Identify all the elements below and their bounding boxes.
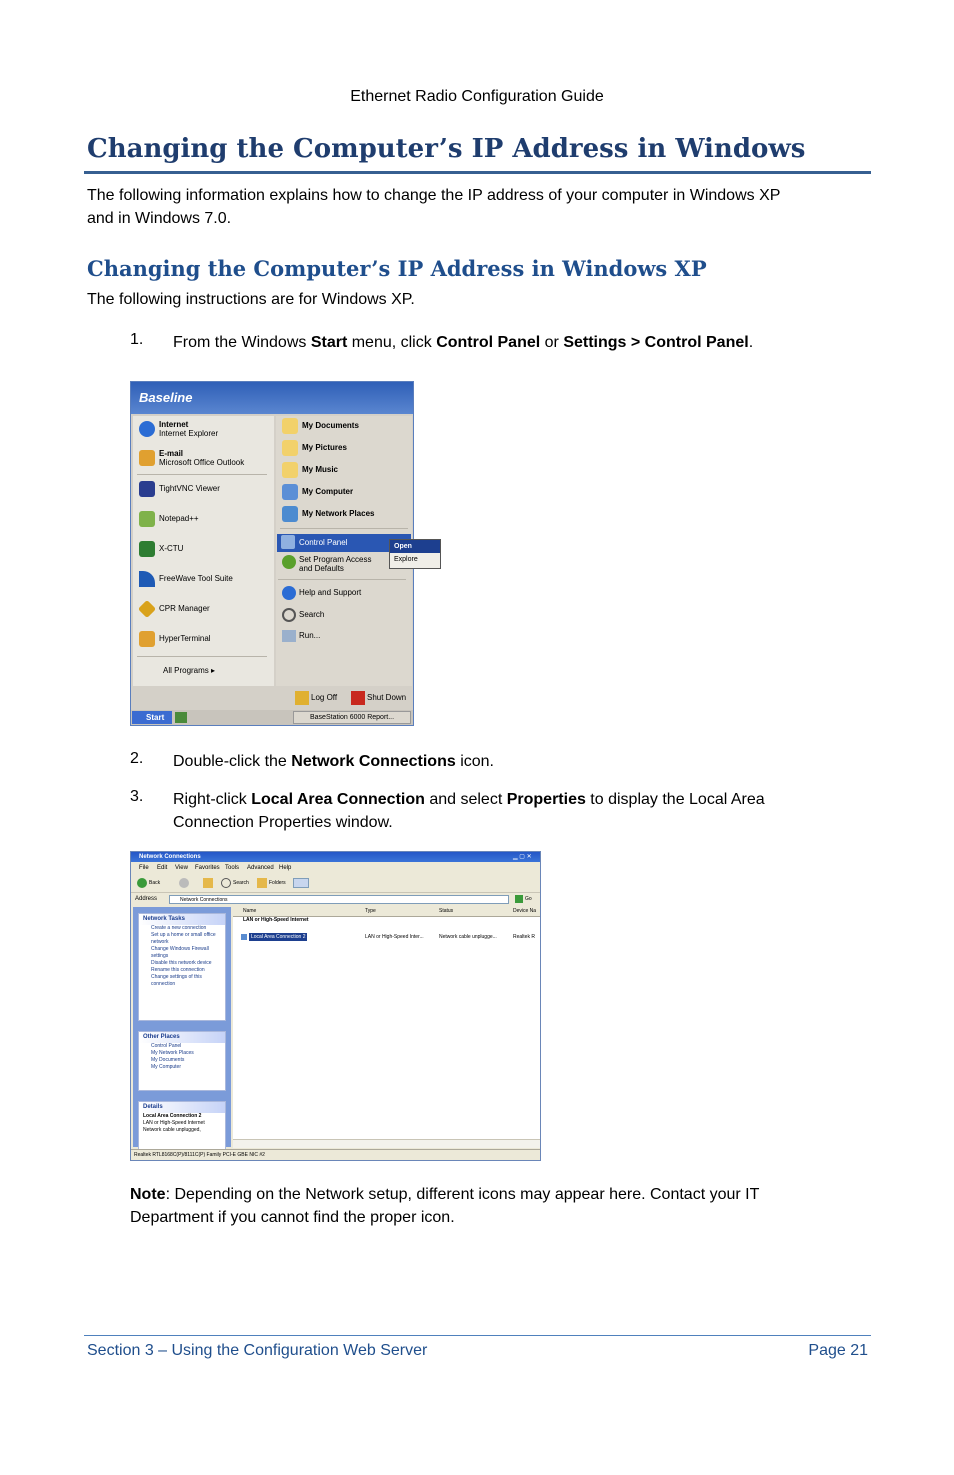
network-tasks-panel	[138, 913, 226, 1021]
start-menu-screenshot	[130, 381, 418, 726]
place-link[interactable]: My Computer	[151, 1064, 182, 1070]
folder-icon	[282, 418, 298, 434]
footer-rule	[84, 1335, 871, 1336]
freewave-icon	[139, 571, 155, 587]
horizontal-scrollbar[interactable]	[233, 1139, 540, 1148]
outlook-icon	[139, 450, 155, 466]
start-menu-item[interactable]: Help and Support	[282, 586, 361, 600]
details-panel	[138, 1101, 226, 1151]
back-label: Back	[149, 880, 161, 886]
row-device: Realtek R	[513, 934, 535, 940]
column-headers	[233, 907, 540, 917]
note-label: Note	[130, 1186, 166, 1203]
window-controls[interactable]: ▁ ▢ ✕	[513, 854, 532, 860]
other-places-panel	[138, 1031, 226, 1091]
context-menu	[389, 539, 441, 569]
start-menu-item[interactable]: FreeWave Tool Suite	[139, 571, 233, 587]
details-title[interactable]: Details	[139, 1102, 225, 1113]
place-link[interactable]: Control Panel	[151, 1043, 182, 1049]
start-button[interactable]: Start	[132, 711, 172, 724]
section-intro-line: and in Windows 7.0.	[87, 210, 232, 227]
start-menu-item[interactable]: My Computer	[282, 484, 353, 500]
xctu-icon	[139, 541, 155, 557]
notepad-icon	[139, 511, 155, 527]
start-menu-item[interactable]: TightVNC Viewer	[139, 481, 220, 497]
column-device[interactable]: Device Na	[513, 908, 537, 914]
start-menu-item[interactable]: My Documents	[282, 418, 359, 434]
program-access-icon	[282, 555, 296, 569]
connections-list	[233, 907, 540, 1147]
start-menu-item[interactable]: Set Program Access and Defaults	[282, 555, 412, 573]
footer-section: Section 3 – Using the Configuration Web Server	[87, 1342, 428, 1359]
menu-edit[interactable]: Edit	[157, 865, 168, 871]
arrow-right-icon: ▸	[211, 666, 216, 675]
footer-page-number: Page 21	[808, 1342, 868, 1359]
cpr-icon	[138, 600, 156, 618]
address-label: Address	[135, 896, 158, 902]
start-menu-item[interactable]: My Network Places	[282, 506, 374, 522]
menu-favorites[interactable]: Favorites	[195, 865, 220, 871]
start-menu-item[interactable]: E-mail Microsoft Office Outlook	[139, 449, 244, 467]
note: Note: Depending on the Network setup, different icons may appear here. Contact your IT Department if you cannot find the proper icon.	[130, 1186, 760, 1226]
place-link[interactable]: My Network Places	[151, 1050, 194, 1056]
menu-bar	[131, 863, 540, 874]
start-menu-item[interactable]: HyperTerminal	[139, 631, 211, 647]
start-menu-item[interactable]: Run...	[282, 630, 320, 642]
step-number: 3.	[130, 788, 144, 805]
step-text: Right-click Local Area Connection and select Properties to display the Local Area Connection Properties window.	[173, 791, 765, 831]
section-title-rule	[84, 171, 871, 174]
folders-label: Folders	[269, 880, 286, 886]
task-link[interactable]: Set up a home or small office network	[151, 932, 216, 945]
window-title: Network Connections	[131, 852, 540, 862]
all-programs-button[interactable]: All Programs ▸	[163, 666, 216, 675]
other-places-title[interactable]: Other Places	[139, 1032, 225, 1043]
details-line: LAN or High-Speed Internet	[143, 1120, 205, 1126]
step-number: 2.	[130, 750, 144, 767]
forward-icon[interactable]	[179, 878, 189, 888]
task-link[interactable]: Disable this network device	[151, 960, 212, 966]
step-text: Double-click the Network Connections icon.	[173, 753, 494, 770]
table-row[interactable]	[237, 933, 537, 941]
network-connections-screenshot	[130, 851, 541, 1161]
row-status: Network cable unplugge...	[439, 934, 497, 940]
section-intro	[87, 184, 780, 230]
step-text: From the Windows Start menu, click Control Panel or Settings > Control Panel.	[173, 334, 754, 351]
network-icon	[282, 506, 298, 522]
start-menu-item[interactable]: Notepad++	[139, 511, 199, 527]
section-intro-line: The following information explains how to change the IP address of your computer in Windows XP	[87, 187, 781, 204]
search-icon[interactable]	[221, 878, 231, 888]
task-link[interactable]: Create a new connection	[151, 925, 207, 931]
vnc-icon	[139, 481, 155, 497]
row-type: LAN or High-Speed Inter...	[365, 934, 424, 940]
details-line: Network cable unplugged,	[143, 1127, 201, 1133]
context-menu-open[interactable]: Open	[390, 540, 440, 553]
quick-launch-icon[interactable]	[175, 712, 187, 723]
start-menu-header	[131, 382, 413, 414]
key-icon	[295, 691, 309, 705]
step-number: 1.	[130, 331, 144, 348]
start-menu-item[interactable]: My Music	[282, 462, 338, 478]
folder-icon	[282, 462, 298, 478]
power-icon	[351, 691, 365, 705]
column-name[interactable]: Name	[243, 908, 257, 914]
views-icon[interactable]	[293, 878, 309, 888]
column-status[interactable]: Status	[439, 908, 454, 914]
start-menu-item[interactable]: Internet Internet Explorer	[139, 420, 218, 438]
help-icon	[282, 586, 296, 600]
status-bar: Realtek RTL8168C(P)/8111C(P) Family PCI-E GBE NIC #2	[131, 1149, 540, 1160]
toolbar	[131, 875, 540, 893]
log-off-button[interactable]: Log Off	[295, 691, 337, 705]
shut-down-button[interactable]: Shut Down	[351, 691, 406, 705]
group-header: LAN or High-Speed Internet	[243, 917, 309, 923]
task-link[interactable]: Rename this connection	[151, 967, 205, 973]
menu-file[interactable]: File	[139, 865, 149, 871]
search-label: Search	[233, 880, 249, 886]
menu-advanced[interactable]: Advanced	[247, 865, 274, 871]
menu-view[interactable]: View	[175, 865, 188, 871]
network-connection-icon	[241, 934, 247, 940]
control-panel-item[interactable]: Control Panel	[277, 534, 411, 552]
start-menu-item[interactable]: X-CTU	[139, 541, 183, 557]
place-link[interactable]: My Documents	[151, 1057, 185, 1063]
context-menu-explore[interactable]: Explore	[394, 556, 418, 563]
start-menu-bottom-bar	[131, 686, 413, 710]
folder-icon	[282, 440, 298, 456]
task-pane	[133, 907, 231, 1147]
subsection-title: Changing the Computer’s IP Address in Windows XP	[87, 256, 707, 281]
start-menu-item[interactable]: Search	[282, 608, 324, 622]
control-panel-icon	[281, 535, 295, 549]
task-link[interactable]: Change settings of this connection	[151, 974, 202, 987]
start-menu-item[interactable]: My Pictures	[282, 440, 347, 456]
folders-icon[interactable]	[257, 878, 267, 888]
run-icon	[282, 630, 296, 642]
start-menu-user: Baseline	[139, 390, 193, 405]
start-menu-left-pane	[133, 416, 274, 686]
subsection-intro: The following instructions are for Windows XP.	[87, 291, 415, 308]
search-icon	[282, 608, 296, 622]
menu-tools[interactable]: Tools	[225, 865, 240, 871]
row-name: Local Area Connection 2	[251, 934, 306, 940]
details-name: Local Area Connection 2	[143, 1113, 202, 1119]
start-menu-item[interactable]: CPR Manager	[139, 601, 210, 617]
taskbar	[131, 710, 413, 725]
task-link[interactable]: Change Windows Firewall settings	[151, 946, 209, 959]
go-icon[interactable]	[515, 895, 523, 903]
back-icon[interactable]	[137, 878, 147, 888]
menu-help[interactable]: Help	[279, 865, 292, 871]
computer-icon	[282, 484, 298, 500]
running-header: Ethernet Radio Configuration Guide	[350, 88, 604, 105]
ie-icon	[139, 421, 155, 437]
taskbar-item[interactable]: BaseStation 6000 Report...	[293, 711, 411, 724]
hyperterminal-icon	[139, 631, 155, 647]
section-title: Changing the Computer’s IP Address in Windows	[87, 134, 806, 164]
column-type[interactable]: Type	[365, 908, 376, 914]
address-input[interactable]: Network Connections	[169, 895, 509, 904]
up-folder-icon[interactable]	[203, 878, 213, 888]
go-label: Go	[525, 896, 532, 902]
network-tasks-title[interactable]: Network Tasks	[139, 914, 225, 925]
